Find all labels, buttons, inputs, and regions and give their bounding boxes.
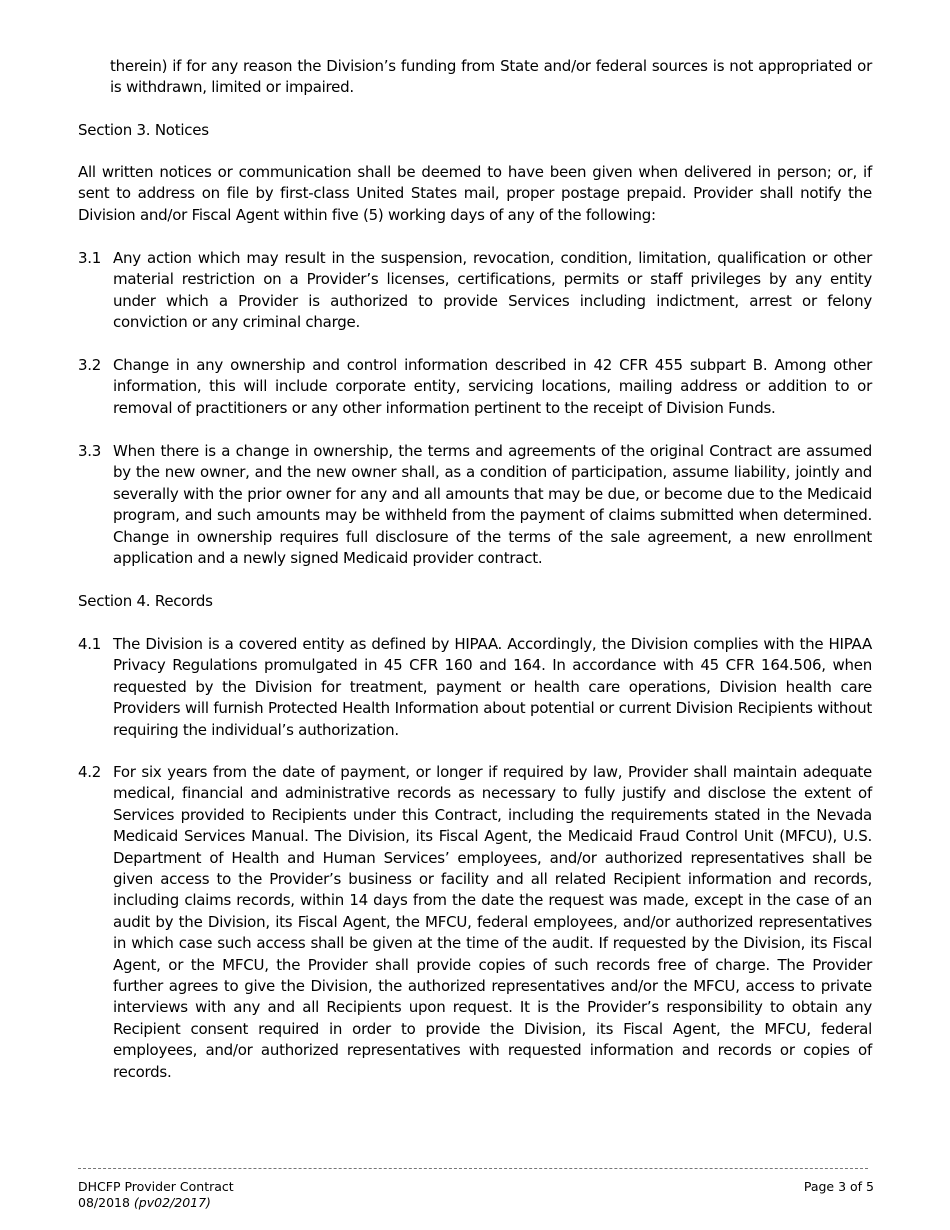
continued-paragraph: therein) if for any reason the Division’s funding from State and/or federal sources is not appropriated or is withdrawn, limited or impaired. (110, 57, 872, 97)
clause-text: Change in any ownership and control information described in 42 CFR 455 subpart B. Among other information, this will include corporate entity, servicing locations, mailing address or addition to or removal of practitioners or any other information pertinent to the receipt of Division Funds. (113, 356, 872, 417)
footer-doc-name: DHCFP Provider Contract (78, 1179, 234, 1194)
footer-date: 08/2018 (78, 1195, 130, 1210)
clause-4-2 (78, 762, 872, 1083)
clause-3-1 (78, 248, 872, 334)
clause-3-2 (78, 355, 872, 419)
clause-number: 4.2 (78, 763, 102, 781)
section-4-heading: Section 4. Records (78, 592, 213, 610)
clause-number: 3.1 (78, 249, 102, 267)
clause-number: 3.2 (78, 356, 102, 374)
clause-3-3 (78, 441, 872, 569)
clause-number: 4.1 (78, 635, 102, 653)
clause-text: Any action which may result in the suspension, revocation, condition, limitation, qualification or other material restriction on a Provider’s licenses, certifications, permits or staff privileges by any entity under which a Provider is authorized to provide Services including indictment, arrest or felony conviction or any criminal charge. (113, 249, 872, 332)
clause-text: For six years from the date of payment, or longer if required by law, Provider shall maintain adequate medical, financial and administrative records as necessary to fully justify and disclose the extent of Services provided to Recipients under this Contract, including the requirements stated in the Nevada Medicaid Services Manual. The Division, its Fiscal Agent, the Medicaid Fraud Control Unit (MFCU), U.S. Department of Health and Human Services’ employees, and/or authorized representatives shall be given access to the Provider’s business or facility and all related Recipient information and records, including claims records, within 14 days from the date the request was made, except in the case of an audit by the Division, its Fiscal Agent, the MFCU, federal employees, and/or authorized representatives in which case such access shall be given at the time of the audit. If requested by the Division, its Fiscal Agent, or the MFCU, the Provider shall provide copies of such records free of charge. The Provider further agrees to give the Division, the authorized representatives and/or the MFCU, access to private interviews with any and all Recipients upon request. It is the Provider’s responsibility to obtain any Recipient consent required in order to provide the Division, its Fiscal Agent, the MFCU, federal employees, and/or authorized representatives with requested information and records or copies of records. (113, 763, 872, 1081)
footer-left (78, 1179, 234, 1211)
section-3-intro: All written notices or communication shall be deemed to have been given when delivered in person; or, if sent to address on file by first-class United States mail, proper postage prepaid. Provider shall notify the Division and/or Fiscal Agent within five (5) working days of any of the following: (78, 163, 872, 224)
page-number: Page 3 of 5 (803, 1179, 874, 1194)
footer-date-line (78, 1195, 234, 1211)
footer-divider (78, 1168, 868, 1169)
section-3-heading: Section 3. Notices (78, 121, 209, 139)
clause-text: When there is a change in ownership, the terms and agreements of the original Contract are assumed by the new owner, and the new owner shall, as a condition of participation, assume liability, jointly and severally with the prior owner for any and all amounts that may be due, or become due to the Medicaid program, and such amounts may be withheld from the payment of claims submitted when determined. Change in ownership requires full disclosure of the terms of the sale agreement, a new enrollment application and a newly signed Medicaid provider contract. (113, 442, 872, 568)
clause-number: 3.3 (78, 442, 102, 460)
clause-4-1 (78, 634, 872, 741)
clause-text: The Division is a covered entity as defined by HIPAA. Accordingly, the Division complies with the HIPAA Privacy Regulations promulgated in 45 CFR 160 and 164. In accordance with 45 CFR 164.506, when requested by the Division for treatment, payment or health care operations, Division health care Providers will furnish Protected Health Information about potential or current Division Recipients without requiring the individual’s authorization. (113, 635, 872, 739)
footer-revision: (pv02/2017) (133, 1195, 211, 1210)
